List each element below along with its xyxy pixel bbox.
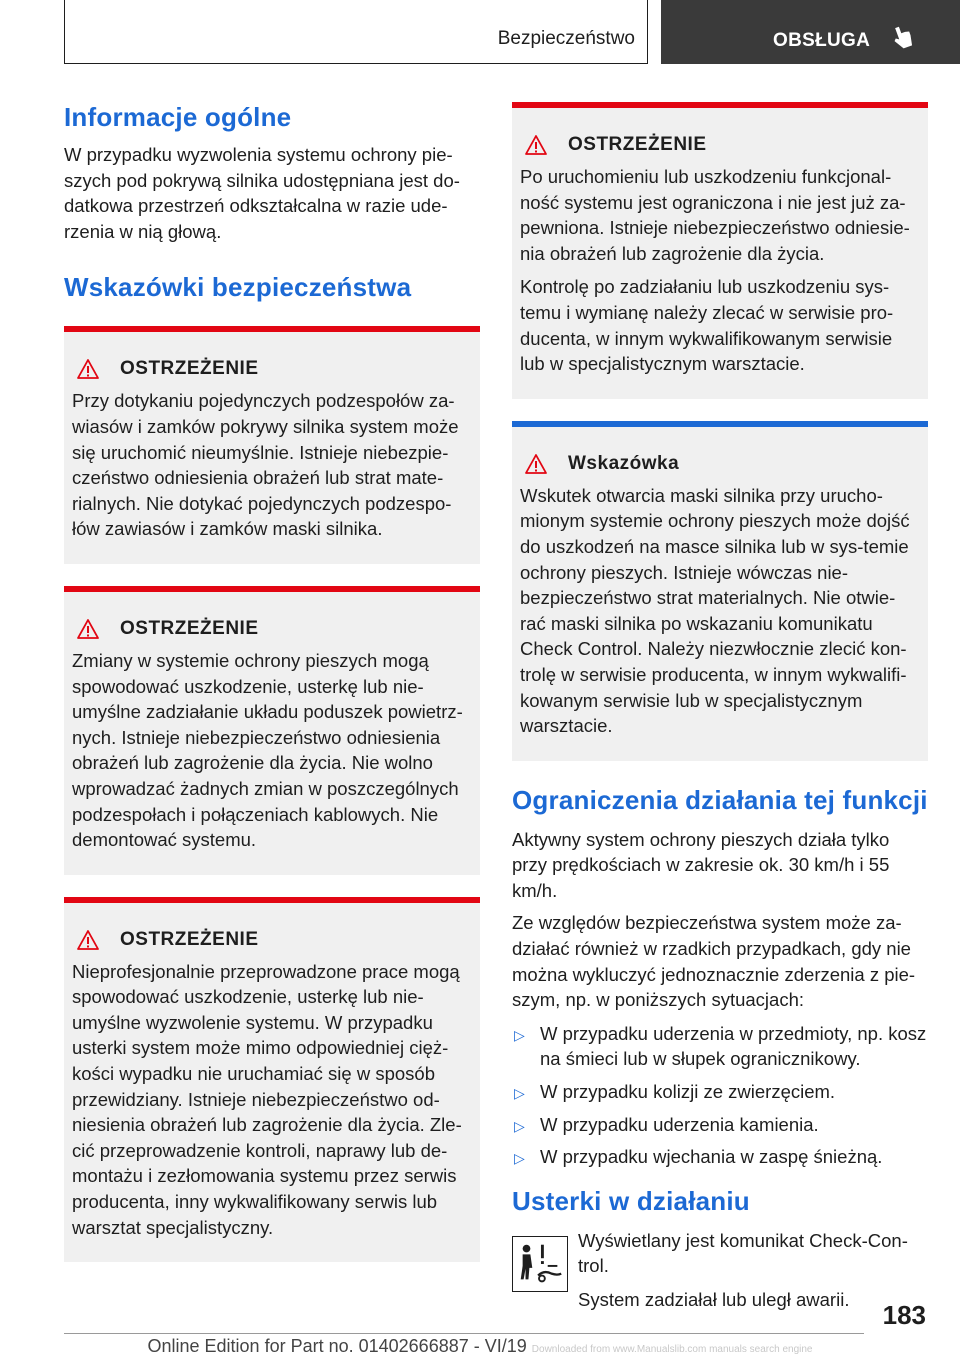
right-column (512, 100, 928, 1313)
list-item: ▷ W przypadku wjechania w zaspę śnieżną. (512, 1144, 928, 1170)
footer-divider (64, 1333, 864, 1334)
list-item: ▷ W przypadku kolizji ze zwierzęciem. (512, 1079, 928, 1105)
list-item: ▷ W przypadku uderzenia kamienia. (512, 1112, 928, 1138)
header-chapter-title: OBSŁUGA (773, 30, 871, 51)
warning-box-4 (512, 102, 928, 399)
fault-text-2: System zadziałał lub uległ awarii. (578, 1289, 850, 1310)
list-triangle-icon: ▷ (514, 1026, 525, 1043)
note-text: Wskutek otwarcia maski silnika przy urucho-mionym systemie ochrony pieszych może dojść do uszkodzeń na masce silnika lub w sys-temie ochrony pieszych. Istnieje wówczas nie-bezpieczeństwo strat materialnych. Nie otwie-rać maski silnika po wskazaniu komunikatu Check Control. Należy niezwłocznie zlecić kon-trolę w serwisie producenta, w innym wykwalifi-kowanym serwisie lub w specjalistycznym warsztacie. (520, 484, 910, 737)
list-triangle-icon: ▷ (514, 1117, 525, 1134)
warning-text-2: Kontrolę po zadziałaniu lub uszkodzeniu sys-temu i wymianę należy zlecać w serwisie pro-ducenta, w innym wykwalifikowanym serwisie lub w specjalistycznym warsztacie. (520, 276, 894, 375)
pedestrian-protection-warning-icon (512, 1236, 568, 1292)
limits-text-2: Ze względów bezpieczeństwa system może za-działać również w rzadkich przypadkach, gdy nie można wykluczyć jednoznacznie zderzenia z pie-szym, np. w poniższych sytuacjach: (512, 912, 916, 1011)
warning-triangle-icon (76, 618, 100, 640)
footer-edition: Online Edition for Part no. 01402666887 - VI/19 (147, 1336, 527, 1356)
intro-text: W przypadku wyzwolenia systemu ochrony pie-szych pod pokrywą silnika udostępniana jest do-datkowa przestrzeń odkształcalna w razie ude-rzenia w nią głową. (64, 144, 460, 242)
pointing-hand-icon (893, 24, 913, 52)
limits-list (512, 1021, 928, 1170)
warning-triangle-icon (76, 929, 100, 951)
warning-text: Zmiany w systemie ochrony pieszych mogą spowodować uszkodzenie, usterkę lub nie-umyślne zadziałanie układu poduszek powietrz-nych. Istnieje niebezpieczeństwo odniesienia obrażeń lub zagrożenie dla życia. Nie wolno wprowadzać żadnych zmian w poszczególnych podzespołach i połączeniach kablowych. Nie demontować systemu. (72, 649, 463, 851)
intro-heading: Informacje ogólne (64, 102, 292, 132)
warning-triangle-icon (76, 358, 100, 380)
warning-label: OSTRZEŻENIE (120, 617, 259, 639)
limits-text-1: Aktywny system ochrony pieszych działa tylko przy prędkościach w zakresie ok. 30 km/h i 55 km/h. (512, 828, 890, 901)
header-section-box (64, 0, 648, 64)
fault-heading: Usterki w działaniu (512, 1185, 750, 1216)
warning-box-1 (64, 326, 480, 564)
fault-text-1: Wyświetlany jest komunikat Check-Con-trol. (578, 1229, 908, 1277)
list-triangle-icon: ▷ (514, 1150, 525, 1167)
list-item: ▷ W przypadku uderzenia w przedmioty, np. kosz na śmieci lub w słupek ogranicznikowy. (514, 1022, 927, 1070)
warning-label: OSTRZEŻENIE (120, 358, 259, 380)
warning-text-1: Po uruchomieniu lub uszkodzeniu funkcjonal-ność systemu jest ograniczona i nie jest już za-pewniona. Istnieje niebezpieczeństwo odniesie-nia obrażeń lub zagrożenie dla życia. (520, 166, 910, 264)
note-box (512, 421, 928, 761)
warning-label: OSTRZEŻENIE (568, 134, 707, 155)
left-column (64, 100, 480, 1284)
warning-box-3 (64, 897, 480, 1263)
warning-box-2 (64, 586, 480, 875)
warning-text: Przy dotykaniu pojedynczych podzespołów za-wiasów i zamków pokrywy silnika system może się uruchomić nieumyślnie. Istnieje niebezpie-czeństwo odniesienia obrażeń lub strat mate-rialnych. Nie dotykać pojedynczych podzespo-łów zawiasów i zamków maski silnika. (72, 390, 459, 540)
safety-heading: Wskazówki bezpieczeństwa (64, 272, 412, 303)
warning-triangle-icon (524, 134, 548, 156)
note-triangle-icon (524, 453, 548, 475)
header-section-title: Bezpieczeństwo (497, 28, 635, 49)
footer-watermark: Downloaded from www.Manualslib.com manuals search engine (531, 1344, 813, 1355)
footer (0, 1336, 960, 1357)
warning-label: OSTRZEŻENIE (120, 928, 259, 950)
warning-text: Nieprofesjonalnie przeprowadzone prace mogą spowodować uszkodzenie, usterkę lub nie-umyślne wyzwolenie systemu. W przypadku usterki system może mimo odpowiedniej cięż-kości wypadku nie uruchamiać się w sposób przewidziany. Istnieje niebezpieczeństwo od-niesienia obrażeń lub zagrożenie dla życia. Zle-cić przeprowadzenie kontroli, naprawy lub de-montażu i zezłomowania systemu przez serwis producenta, inny wykwalifikowany serwis lub warsztat specjalistyczny. (72, 960, 462, 1238)
list-triangle-icon: ▷ (514, 1085, 525, 1102)
limits-heading: Ograniczenia działania tej funkcji (512, 784, 928, 815)
note-label: Wskazówka (568, 452, 680, 474)
header-chapter-tab (661, 0, 960, 64)
page-number: 183 (882, 1300, 926, 1330)
